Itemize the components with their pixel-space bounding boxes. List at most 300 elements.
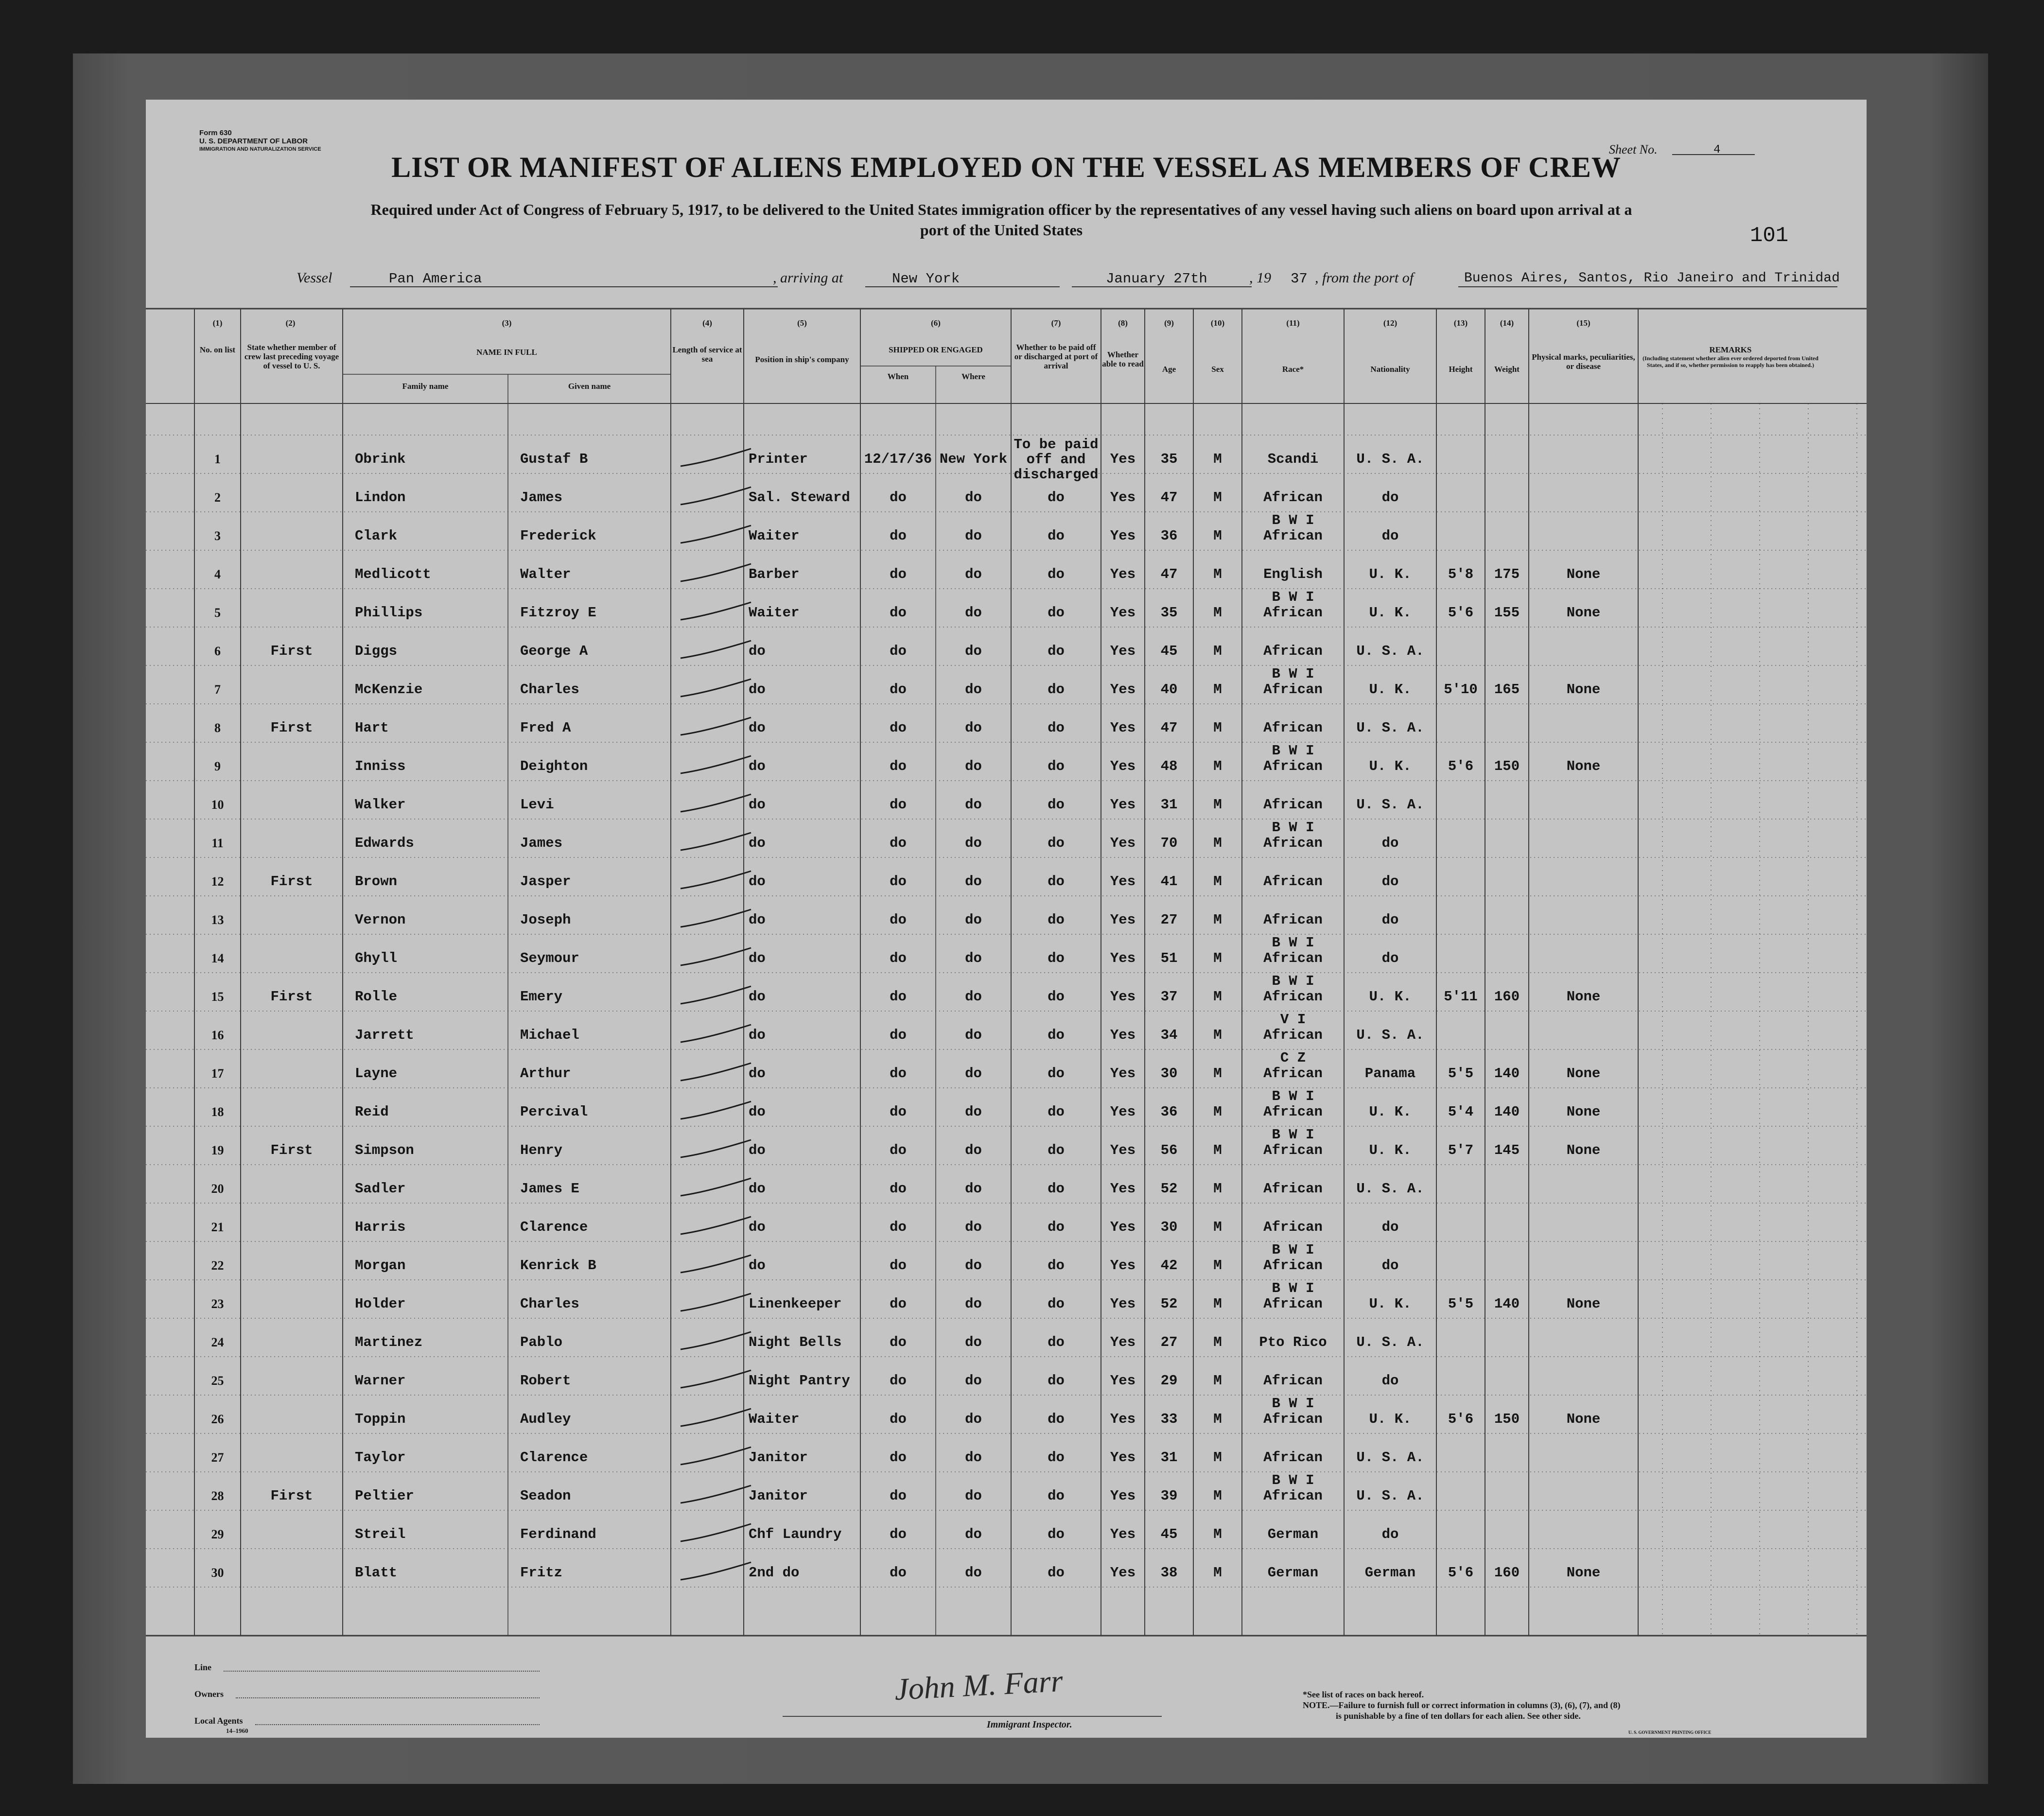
cell-nationality: Panama	[1364, 1065, 1416, 1082]
cell-paid: do	[1048, 912, 1065, 928]
cell-weight: 165	[1494, 681, 1520, 698]
col-previous-voyage: State whether member of crew last preceding voyage of vessel to U. S.	[244, 343, 339, 370]
service-checkmark	[678, 1134, 756, 1163]
cell-nationality: U. S. A.	[1356, 797, 1424, 813]
cell-read: Yes	[1110, 643, 1136, 659]
col-8-number: (8)	[1118, 318, 1128, 328]
table-row	[146, 1170, 1867, 1208]
manifest-sheet	[146, 100, 1867, 1738]
cell-race-origin: B W I	[1272, 1088, 1314, 1104]
cell-family: Inniss	[355, 758, 406, 774]
service-checkmark	[678, 1211, 756, 1240]
cell-age: 45	[1160, 643, 1178, 659]
cell-when: do	[890, 1027, 907, 1043]
cell-when: do	[890, 1065, 907, 1082]
cell-read: Yes	[1110, 1296, 1136, 1312]
cell-family: Harris	[355, 1219, 406, 1235]
cell-position: do	[749, 912, 766, 928]
cell-no: 7	[214, 682, 221, 697]
cell-sex: M	[1213, 1104, 1222, 1120]
cell-weight: 155	[1494, 605, 1520, 621]
cell-where: do	[965, 912, 982, 928]
table-row	[146, 589, 1867, 632]
cell-race: African	[1263, 950, 1323, 966]
cell-race: African	[1263, 1065, 1323, 1082]
table-row	[146, 1396, 1867, 1438]
cell-race-origin: B W I	[1272, 1127, 1314, 1143]
cell-read: Yes	[1110, 912, 1136, 928]
cell-no: 18	[211, 1105, 224, 1119]
cell-age: 39	[1160, 1488, 1178, 1504]
table-row	[146, 512, 1867, 555]
cell-read: Yes	[1110, 989, 1136, 1005]
cell-where: do	[965, 1257, 982, 1274]
footer-owners-underline	[236, 1697, 540, 1698]
footer-line-underline	[224, 1671, 540, 1672]
cell-paid: do	[1048, 681, 1065, 698]
cell-when: do	[890, 1334, 907, 1350]
cell-when: do	[890, 605, 907, 621]
cell-family: Medlicott	[355, 566, 431, 582]
service-checkmark	[678, 1019, 756, 1048]
cell-nationality: U. K.	[1369, 1104, 1412, 1120]
cell-age: 47	[1160, 566, 1178, 582]
cell-nationality: U. K.	[1369, 989, 1412, 1005]
cell-sex: M	[1213, 758, 1222, 774]
cell-family: Diggs	[355, 643, 398, 659]
cell-nationality: do	[1381, 1373, 1399, 1389]
cell-when: do	[890, 1488, 907, 1504]
cell-age: 52	[1160, 1181, 1178, 1197]
cell-when: do	[890, 681, 907, 698]
cell-nationality: U. S. A.	[1356, 720, 1424, 736]
cell-read: Yes	[1110, 1104, 1136, 1120]
service-checkmark	[678, 1172, 756, 1202]
from-port-label: , from the port of	[1315, 270, 1414, 286]
cell-nationality: German	[1364, 1565, 1416, 1581]
cell-weight: 150	[1494, 758, 1520, 774]
cell-race-origin: C Z	[1280, 1050, 1306, 1066]
cell-read: Yes	[1110, 1488, 1136, 1504]
col-paid-off: Whether to be paid off or discharged at port of arrival	[1014, 343, 1098, 370]
service-checkmark	[678, 980, 756, 1010]
cell-family: Brown	[355, 873, 398, 890]
cell-race: African	[1263, 1296, 1323, 1312]
cell-race: African	[1263, 528, 1323, 544]
cell-paid: do	[1048, 1181, 1065, 1197]
footer-line-label: Line	[194, 1662, 212, 1672]
cell-where: do	[965, 989, 982, 1005]
cell-age: 45	[1160, 1526, 1178, 1542]
cell-weight: 160	[1494, 1565, 1520, 1581]
cell-age: 48	[1160, 758, 1178, 774]
col-when: When	[887, 372, 909, 381]
cell-position: Linenkeeper	[749, 1296, 842, 1312]
cell-sex: M	[1213, 873, 1222, 890]
cell-sex: M	[1213, 1488, 1222, 1504]
cell-read: Yes	[1110, 1565, 1136, 1581]
cell-race: African	[1263, 1488, 1323, 1504]
service-checkmark	[678, 712, 756, 741]
cell-age: 35	[1160, 605, 1178, 621]
cell-no: 16	[211, 1028, 224, 1042]
cell-no: 12	[211, 874, 224, 889]
cell-race-origin: B W I	[1272, 1472, 1314, 1488]
cell-paid: do	[1048, 873, 1065, 890]
cell-given: George A	[520, 643, 588, 659]
cell-where: do	[965, 950, 982, 966]
cell-given: Clarence	[520, 1449, 588, 1466]
table-row	[146, 632, 1867, 670]
cell-age: 42	[1160, 1257, 1178, 1274]
cell-when: do	[890, 797, 907, 813]
cell-race: African	[1263, 1219, 1323, 1235]
cell-height: 5'6	[1448, 758, 1474, 774]
cell-weight: 140	[1494, 1296, 1520, 1312]
departure-ports: Buenos Aires, Santos, Rio Janeiro and Trinidad	[1464, 271, 1840, 286]
cell-race: African	[1263, 1373, 1323, 1389]
cell-sex: M	[1213, 1257, 1222, 1274]
table-row	[146, 1127, 1867, 1170]
col-given-name: Given name	[568, 382, 611, 391]
col-family-name: Family name	[402, 382, 449, 391]
cell-race-origin: B W I	[1272, 1396, 1314, 1412]
cell-no: 30	[211, 1566, 224, 1580]
cell-read: Yes	[1110, 758, 1136, 774]
cell-race-origin: B W I	[1272, 973, 1314, 989]
cell-where: do	[965, 605, 982, 621]
form-number: Form 630	[199, 129, 232, 137]
col-4-number: (4)	[702, 318, 712, 328]
cell-nationality: U. K.	[1369, 1296, 1412, 1312]
cell-no: 4	[214, 567, 221, 581]
cell-race: African	[1263, 912, 1323, 928]
cell-race: African	[1263, 681, 1323, 698]
service-checkmark	[678, 635, 756, 664]
cell-family: Lindon	[355, 489, 406, 506]
cell-when: do	[890, 912, 907, 928]
cell-height: 5'7	[1448, 1142, 1474, 1158]
cell-where: do	[965, 1488, 982, 1504]
cell-position: Waiter	[749, 605, 800, 621]
cell-given: Levi	[520, 797, 554, 813]
cell-race: African	[1263, 1411, 1323, 1427]
cell-weight: 175	[1494, 566, 1520, 582]
cell-sex: M	[1213, 1181, 1222, 1197]
vessel-label: Vessel	[297, 270, 332, 286]
cell-family: Toppin	[355, 1411, 406, 1427]
cell-sex: M	[1213, 1027, 1222, 1043]
cell-family: Holder	[355, 1296, 406, 1312]
footnote-failure: NOTE.—Failure to furnish full or correct information in columns (3), (6), (7), and (8)	[1303, 1700, 1621, 1710]
cell-nationality: do	[1381, 528, 1399, 544]
cell-position: Barber	[749, 566, 800, 582]
cell-position: Janitor	[749, 1488, 808, 1504]
cell-position: Waiter	[749, 528, 800, 544]
cell-nationality: U. K.	[1369, 566, 1412, 582]
cell-race: African	[1263, 1104, 1323, 1120]
table-row	[146, 1515, 1867, 1554]
cell-sex: M	[1213, 643, 1222, 659]
cell-family: Sadler	[355, 1181, 406, 1197]
cell-sex: M	[1213, 950, 1222, 966]
col-sex: Sex	[1211, 365, 1224, 374]
service-checkmark	[678, 1288, 756, 1317]
cell-when: do	[890, 566, 907, 582]
cell-when: do	[890, 720, 907, 736]
cell-no: 25	[211, 1374, 224, 1388]
col-11-number: (11)	[1286, 318, 1300, 328]
cell-height: 5'11	[1444, 989, 1478, 1005]
cell-when: do	[890, 1104, 907, 1120]
cell-read: Yes	[1110, 873, 1136, 890]
cell-where: do	[965, 797, 982, 813]
inspector-label: Immigrant Inspector.	[987, 1719, 1072, 1730]
cell-race: African	[1263, 489, 1323, 506]
service-checkmark	[678, 1518, 756, 1547]
service-checkmark	[678, 1096, 756, 1125]
cell-where: New York	[939, 451, 1008, 467]
cell-no: 28	[211, 1489, 224, 1503]
table-row	[146, 555, 1867, 594]
cell-position: Night Pantry	[749, 1373, 850, 1389]
cell-sex: M	[1213, 451, 1222, 467]
col-no-on-list: No. on list	[199, 345, 236, 354]
cell-sex: M	[1213, 1334, 1222, 1350]
cell-prev: First	[270, 873, 313, 890]
cell-race-origin: B W I	[1272, 1242, 1314, 1258]
cell-family: Simpson	[355, 1142, 414, 1158]
cell-position: do	[749, 1104, 766, 1120]
cell-read: Yes	[1110, 1142, 1136, 1158]
cell-paid: do	[1048, 1142, 1065, 1158]
cell-no: 8	[214, 721, 221, 735]
cell-family: Rolle	[355, 989, 398, 1005]
cell-age: 56	[1160, 1142, 1178, 1158]
cell-nationality: U. S. A.	[1356, 451, 1424, 467]
cell-nationality: U. S. A.	[1356, 1181, 1424, 1197]
footer-agents-label: Local Agents	[194, 1716, 243, 1726]
footnote-fine: is punishable by a fine of ten dollars for each alien. See other side.	[1336, 1711, 1581, 1721]
table-row	[146, 1438, 1867, 1477]
cell-family: Ghyll	[355, 950, 398, 966]
cell-marks: None	[1566, 681, 1601, 698]
cell-given: Walter	[520, 566, 571, 582]
cell-prev: First	[270, 720, 313, 736]
cell-where: do	[965, 1027, 982, 1043]
cell-where: do	[965, 681, 982, 698]
cell-race-origin: B W I	[1272, 666, 1314, 682]
cell-weight: 140	[1494, 1065, 1520, 1082]
cell-paid: do	[1048, 1257, 1065, 1274]
form-service: IMMIGRATION AND NATURALIZATION SERVICE	[199, 146, 321, 152]
service-checkmark	[678, 596, 756, 626]
cell-where: do	[965, 720, 982, 736]
col-9-number: (9)	[1164, 318, 1174, 328]
cell-when: do	[890, 1449, 907, 1466]
cell-where: do	[965, 1142, 982, 1158]
table-row	[146, 1242, 1867, 1285]
cell-read: Yes	[1110, 528, 1136, 544]
cell-position: 2nd do	[749, 1565, 800, 1581]
cell-race: African	[1263, 1449, 1323, 1466]
cell-no: 5	[214, 606, 221, 620]
document-title: LIST OR MANIFEST OF ALIENS EMPLOYED ON THE VESSEL AS MEMBERS OF CREW	[391, 151, 1621, 183]
cell-sex: M	[1213, 912, 1222, 928]
cell-nationality: U. K.	[1369, 605, 1412, 621]
cell-when: do	[890, 950, 907, 966]
service-checkmark	[678, 443, 756, 472]
cell-given: Deighton	[520, 758, 588, 774]
cell-age: 47	[1160, 720, 1178, 736]
cell-family: Peltier	[355, 1488, 414, 1504]
cell-nationality: U. S. A.	[1356, 643, 1424, 659]
cell-position: Janitor	[749, 1449, 808, 1466]
col-where: Where	[961, 372, 985, 381]
service-checkmark	[678, 942, 756, 971]
cell-prev: First	[270, 1488, 313, 1504]
arriving-label: , arriving at	[773, 270, 843, 286]
form-department: U. S. DEPARTMENT OF LABOR	[199, 137, 308, 145]
cell-read: Yes	[1110, 950, 1136, 966]
cell-no: 23	[211, 1297, 224, 1311]
cell-race-origin: B W I	[1272, 1280, 1314, 1296]
cell-read: Yes	[1110, 605, 1136, 621]
cell-sex: M	[1213, 1373, 1222, 1389]
cell-when: do	[890, 835, 907, 851]
cell-age: 41	[1160, 873, 1178, 890]
cell-paid: do	[1048, 605, 1065, 621]
cell-given: Ferdinand	[520, 1526, 596, 1542]
cell-race-origin: B W I	[1272, 743, 1314, 759]
cell-family: Warner	[355, 1373, 406, 1389]
cell-position: do	[749, 873, 766, 890]
cell-sex: M	[1213, 489, 1222, 506]
cell-nationality: do	[1381, 835, 1399, 851]
cell-nationality: U. K.	[1369, 681, 1412, 698]
cell-age: 38	[1160, 1565, 1178, 1581]
table-row	[146, 1088, 1867, 1131]
cell-paid: do	[1048, 989, 1065, 1005]
col-able-to-read: Whether able to read	[1102, 350, 1144, 368]
cell-where: do	[965, 528, 982, 544]
cell-age: 29	[1160, 1373, 1178, 1389]
cell-where: do	[965, 758, 982, 774]
cell-age: 47	[1160, 489, 1178, 506]
cell-paid: do	[1048, 643, 1065, 659]
cell-sex: M	[1213, 681, 1222, 698]
cell-given: Audley	[520, 1411, 571, 1427]
service-checkmark	[678, 558, 756, 587]
cell-race: German	[1267, 1526, 1319, 1542]
year-prefix: , 19	[1249, 270, 1271, 286]
vessel-name: Pan America	[389, 271, 482, 287]
cell-family: Hart	[355, 720, 389, 736]
cell-read: Yes	[1110, 1181, 1136, 1197]
cell-no: 26	[211, 1412, 224, 1426]
col-6-number: (6)	[931, 318, 941, 328]
cell-position: do	[749, 1142, 766, 1158]
cell-marks: None	[1566, 1565, 1601, 1581]
col-15-number: (15)	[1576, 318, 1590, 328]
cell-family: Jarrett	[355, 1027, 414, 1043]
cell-given: Kenrick B	[520, 1257, 596, 1274]
table-row	[146, 1280, 1867, 1323]
cell-no: 22	[211, 1258, 224, 1273]
col-length-of-service: Length of service at sea	[672, 345, 742, 364]
cell-race: African	[1263, 1257, 1323, 1274]
cell-age: 31	[1160, 797, 1178, 813]
cell-sex: M	[1213, 1565, 1222, 1581]
sheet-no-value: 4	[1713, 143, 1721, 157]
cell-race: African	[1263, 989, 1323, 1005]
cell-sex: M	[1213, 605, 1222, 621]
service-checkmark	[678, 1480, 756, 1509]
cell-nationality: U. S. A.	[1356, 1027, 1424, 1043]
cell-weight: 150	[1494, 1411, 1520, 1427]
cell-position: do	[749, 1219, 766, 1235]
cell-given: James	[520, 835, 563, 851]
cell-height: 5'6	[1448, 1411, 1474, 1427]
cell-given: Seymour	[520, 950, 579, 966]
cell-paid: do	[1048, 1449, 1065, 1466]
inspector-signature: John M. Farr	[893, 1663, 1064, 1707]
service-checkmark	[678, 1249, 756, 1278]
cell-race: African	[1263, 1181, 1323, 1197]
cell-paid: do	[1048, 1219, 1065, 1235]
cell-read: Yes	[1110, 1411, 1136, 1427]
cell-paid: do	[1048, 489, 1065, 506]
cell-where: do	[965, 1449, 982, 1466]
cell-height: 5'6	[1448, 1565, 1474, 1581]
col-10-number: (10)	[1210, 318, 1225, 328]
cell-given: Charles	[520, 1296, 579, 1312]
cell-when: do	[890, 989, 907, 1005]
cell-when: do	[890, 873, 907, 890]
cell-position: do	[749, 643, 766, 659]
cell-where: do	[965, 835, 982, 851]
cell-read: Yes	[1110, 681, 1136, 698]
cell-age: 37	[1160, 989, 1178, 1005]
table-row	[146, 973, 1867, 1016]
cell-height: 5'10	[1444, 681, 1478, 698]
cell-marks: None	[1566, 1411, 1601, 1427]
cell-no: 19	[211, 1143, 224, 1157]
cell-family: Streil	[355, 1526, 406, 1542]
service-checkmark	[678, 904, 756, 933]
cell-paid: do	[1048, 1104, 1065, 1120]
cell-sex: M	[1213, 1526, 1222, 1542]
cell-when: do	[890, 1373, 907, 1389]
cell-family: McKenzie	[355, 681, 423, 698]
cell-no: 2	[214, 490, 221, 505]
cell-prev: First	[270, 643, 313, 659]
cell-sex: M	[1213, 1411, 1222, 1427]
cell-when: do	[890, 489, 907, 506]
cell-no: 10	[211, 798, 224, 812]
cell-given: Michael	[520, 1027, 579, 1043]
cell-when: do	[890, 1219, 907, 1235]
cell-no: 29	[211, 1527, 224, 1541]
col-13-number: (13)	[1453, 318, 1468, 328]
cell-when: do	[890, 1296, 907, 1312]
cell-prev: First	[270, 989, 313, 1005]
cell-family: Walker	[355, 797, 406, 813]
table-row	[146, 1472, 1867, 1515]
cell-sex: M	[1213, 1142, 1222, 1158]
cell-race: African	[1263, 643, 1323, 659]
cell-age: 30	[1160, 1065, 1178, 1082]
